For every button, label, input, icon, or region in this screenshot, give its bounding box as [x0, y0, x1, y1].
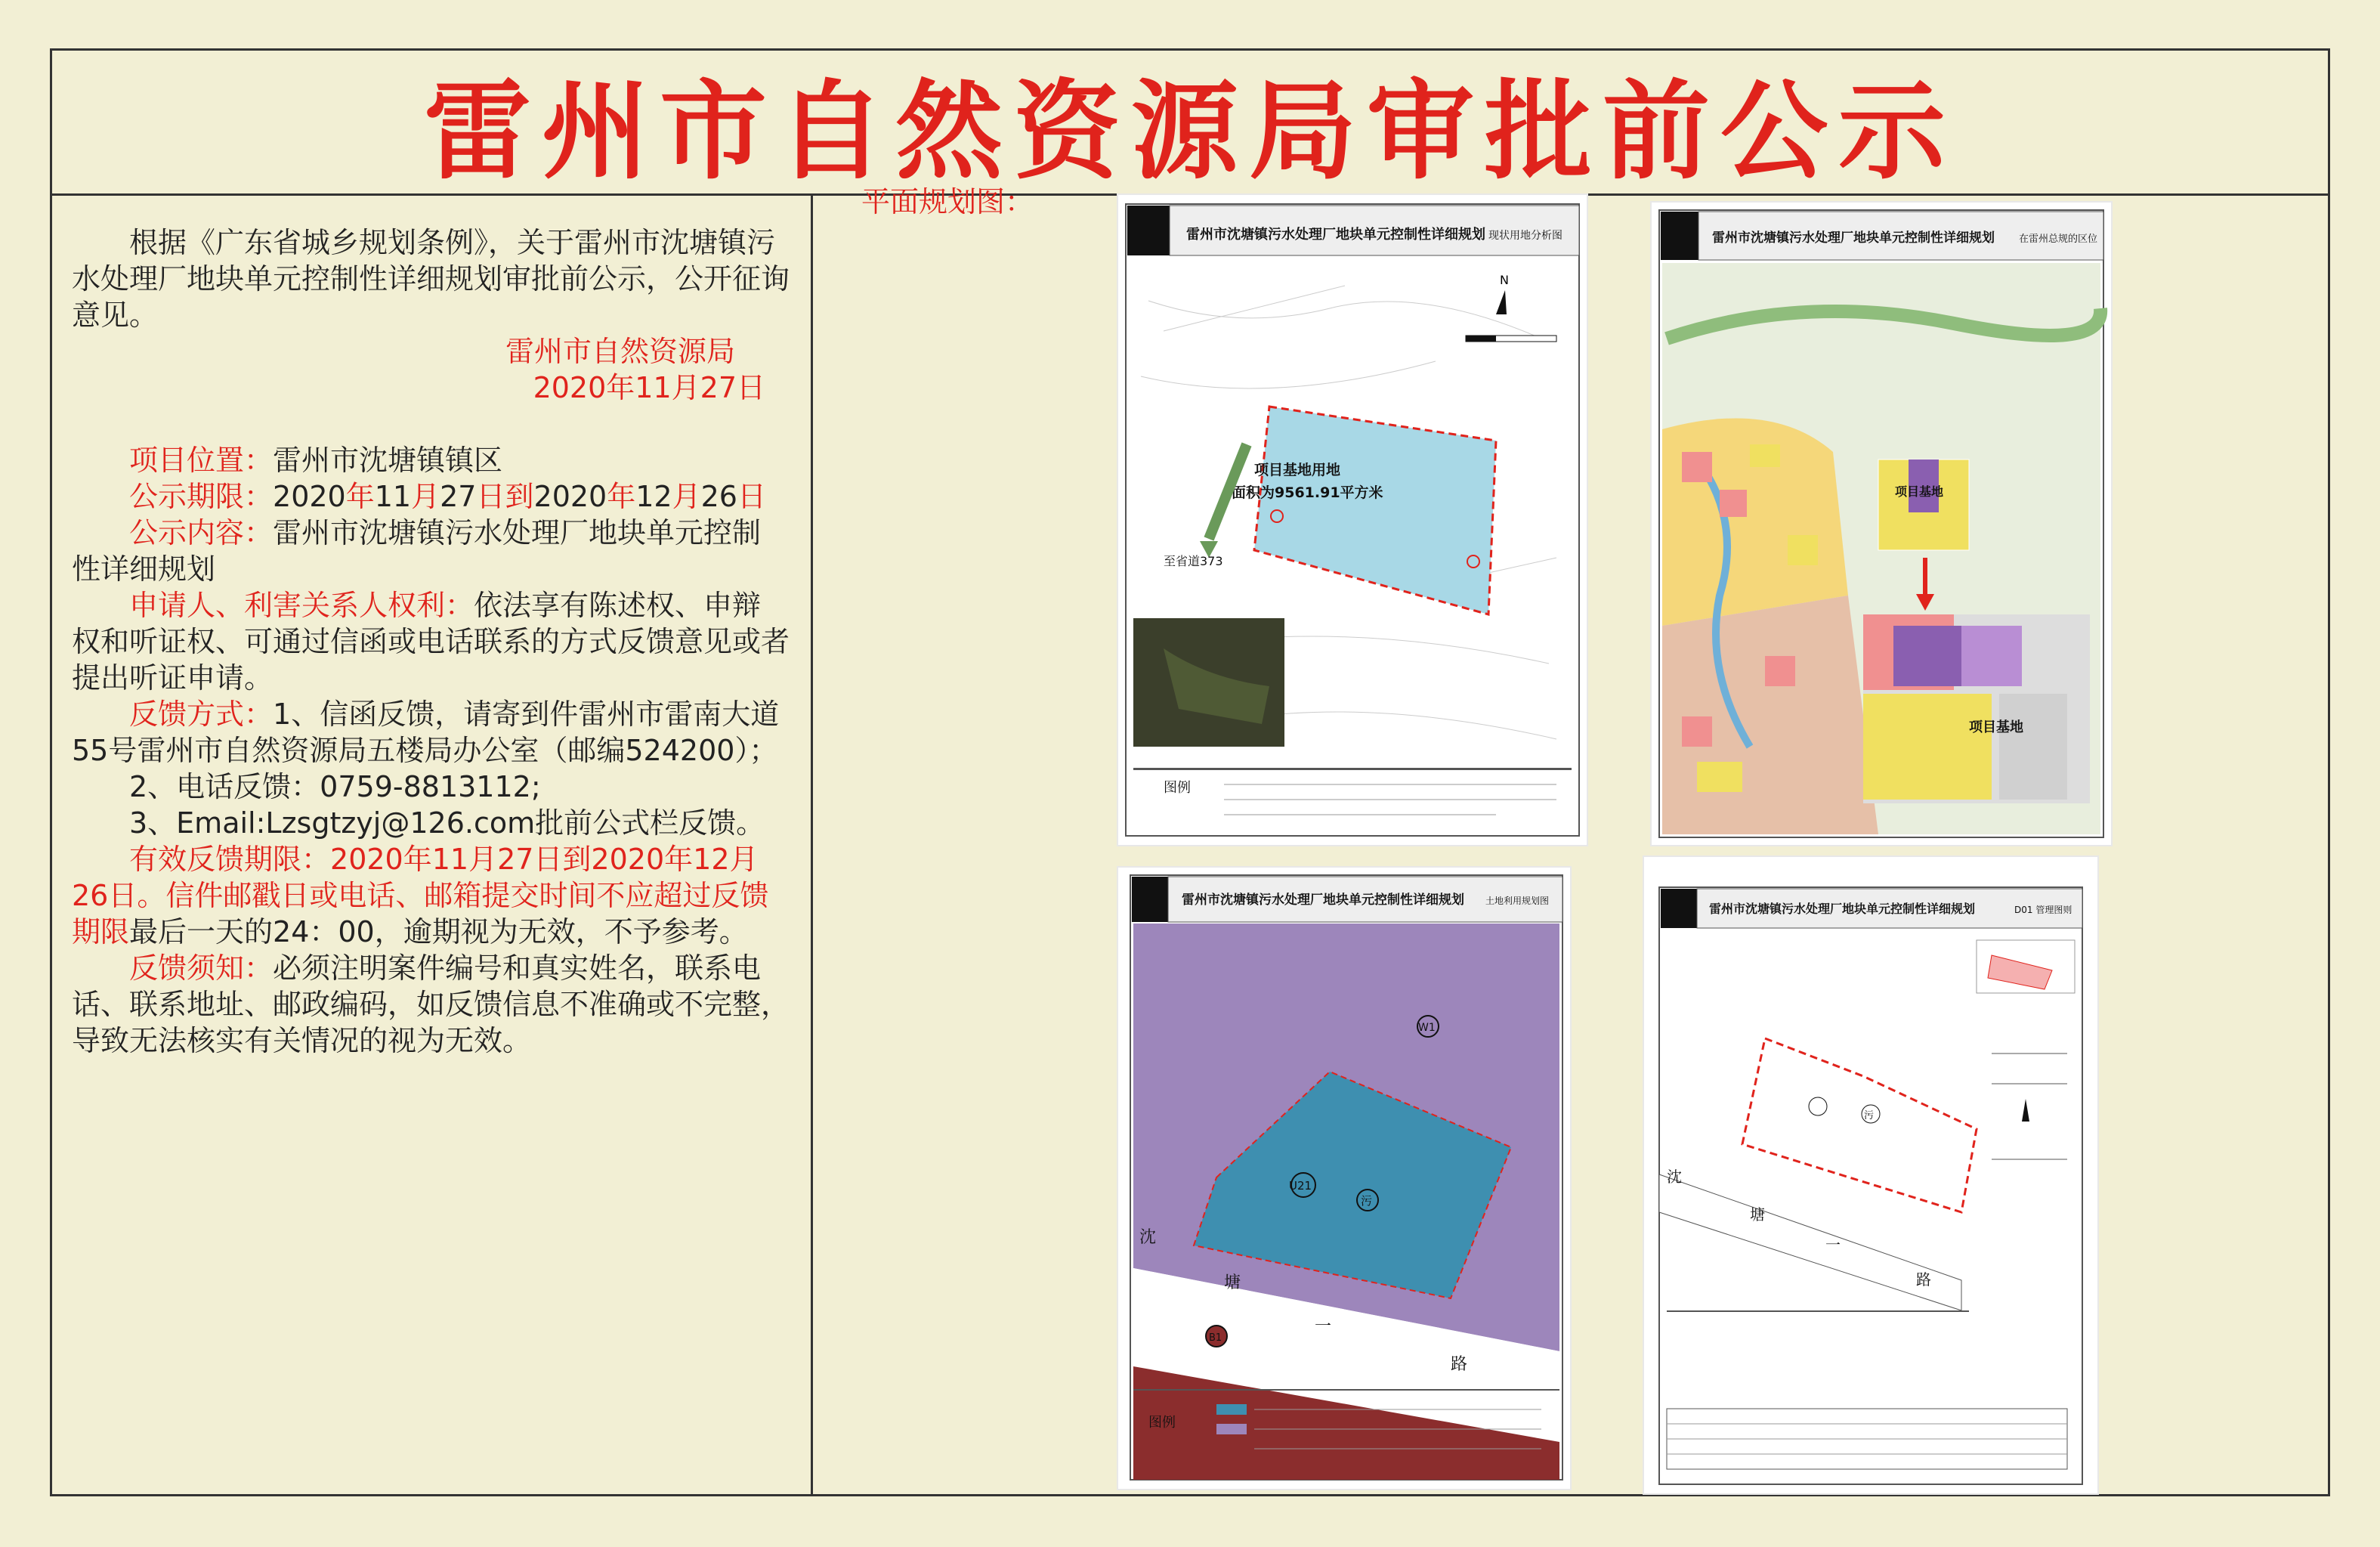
sheet2-header: 雷州市沈塘镇污水处理厂地块单元控制性详细规划: [1712, 231, 1995, 246]
period-year-end: 2020: [533, 480, 607, 513]
u21-label: U21: [1289, 1179, 1312, 1193]
valid-red-text: 2020年11月27日到2020年12月26日。信件邮戳日或电话、邮箱提交时间不应超过反馈期限: [72, 843, 769, 948]
period-unit: 月: [672, 480, 701, 513]
w1-label: W1: [1418, 1022, 1436, 1034]
base-label-large: 项目基地: [1969, 719, 2023, 735]
title-row: [52, 51, 2328, 196]
column-divider: [811, 196, 813, 1496]
feedback-item-1: 1、信函反馈，请寄到件雷州市雷南大道55号雷州市自然资源局五楼局办公室（邮编524200）；: [72, 698, 780, 767]
road-char-3: 一: [1315, 1317, 1332, 1336]
sheet3-legend-label: 图例: [1148, 1415, 1176, 1431]
road-char-1: 沈: [1139, 1228, 1157, 1247]
intro-text: 根据《广东省城乡规划条例》，关于雷州市沈塘镇污水处理厂地块单元控制性详细规划审批前公示，公开征询意见。: [72, 226, 790, 332]
period-unit: 年: [345, 480, 375, 513]
period-day-end: 26: [700, 480, 737, 513]
road-char-3b: 一: [1825, 1236, 1841, 1254]
wu-label: 污: [1361, 1194, 1373, 1208]
period-unit: 年: [607, 480, 636, 513]
sheet1-legend-label: 图例: [1164, 780, 1191, 796]
period-month-end: 12: [635, 480, 672, 513]
issue-date: 2020年11月27日: [533, 371, 765, 404]
sheet-current-landuse: [1118, 195, 1587, 845]
base-label-small: 项目基地: [1895, 484, 1944, 499]
rights-label: 申请人、利害关系人权利：: [129, 589, 474, 622]
location-value: 雷州市沈塘镇镇区: [273, 444, 503, 477]
period-day-start: 27: [440, 480, 477, 513]
period-month-start: 11: [374, 480, 412, 513]
road-char-2: 塘: [1224, 1273, 1241, 1292]
period-label: 公示期限：: [129, 480, 274, 513]
notice-row: [72, 950, 790, 1059]
svg-text:N: N: [1500, 273, 1509, 287]
feedback-label: 反馈方式：: [129, 698, 274, 731]
rights-row: [72, 587, 790, 696]
sheet-landuse-plan: [1118, 868, 1570, 1489]
content-row: [72, 515, 790, 587]
feedback-item-3: 3、Email:Lzsgtzyj@126.com批前公式栏反馈。: [129, 806, 765, 840]
road-char-4: 路: [1451, 1355, 1468, 1374]
road-label: 至省道373: [1164, 554, 1223, 568]
period-unit: 日: [476, 480, 505, 513]
sheet2-tag: 在雷州总规的区位: [2019, 234, 2098, 245]
site-label: 项目基地用地: [1254, 462, 1341, 478]
rights-value: 依法享有陈述权、申辩权和听证权、可通过信函或电话联系的方式反馈意见或者提出听证申请。: [72, 589, 790, 695]
location-row: [72, 442, 790, 478]
page-title: 雷州市自然资源局审批前公示: [424, 69, 1956, 194]
sheet-management-plan: [1644, 857, 2097, 1493]
location-label: 项目位置：: [129, 444, 274, 477]
content-label: 公示内容：: [129, 516, 274, 549]
period-year-start: 2020: [273, 480, 346, 513]
plan-label: 平面规划图：: [861, 185, 1034, 218]
sheet3-tag: 土地利用规划图: [1485, 896, 1550, 906]
b1-label: B1: [1209, 1332, 1222, 1344]
site-area: 面积为9561.91平方米: [1232, 484, 1383, 501]
road-char-4b: 路: [1916, 1270, 1931, 1289]
wu-label-2: 污: [1864, 1110, 1875, 1122]
sheet1-tag: 现状用地分析图: [1488, 230, 1562, 242]
sheet4-header: 雷州市沈塘镇污水处理厂地块单元控制性详细规划: [1709, 902, 1976, 916]
period-row: [72, 478, 790, 515]
content-value: 雷州市沈塘镇污水处理厂地块单元控制性详细规划: [72, 516, 762, 586]
notice-value: 必须注明案件编号和真实姓名，联系电话、联系地址、邮政编码，如反馈信息不准确或不完整，导致无法核实有关情况的视为无效。: [72, 951, 790, 1057]
sheet1-header: 雷州市沈塘镇污水处理厂地块单元控制性详细规划: [1186, 227, 1485, 243]
valid-row: [72, 841, 790, 950]
issuer: 雷州市自然资源局: [505, 335, 735, 368]
sheet-master-plan-location: [1652, 203, 2111, 845]
period-unit: 日: [737, 480, 766, 513]
road-char-1b: 沈: [1667, 1168, 1682, 1186]
sheet4-tag: D01 管理图则: [2014, 905, 2072, 915]
valid-label: 有效反馈期限：: [129, 843, 331, 876]
notice-label: 反馈须知：: [129, 951, 274, 985]
notice-text: [72, 224, 790, 1059]
valid-black-text: 最后一天的24：00，逾期视为无效，不予参考。: [129, 915, 748, 948]
feedback-row: [72, 696, 790, 769]
road-char-2b: 塘: [1750, 1205, 1765, 1224]
feedback-item-2: 2、电话反馈：0759-8813112;: [129, 770, 541, 803]
period-to: 到: [505, 480, 534, 513]
sheet3-header: 雷州市沈塘镇污水处理厂地块单元控制性详细规划: [1182, 893, 1464, 908]
period-unit: 月: [411, 480, 440, 513]
